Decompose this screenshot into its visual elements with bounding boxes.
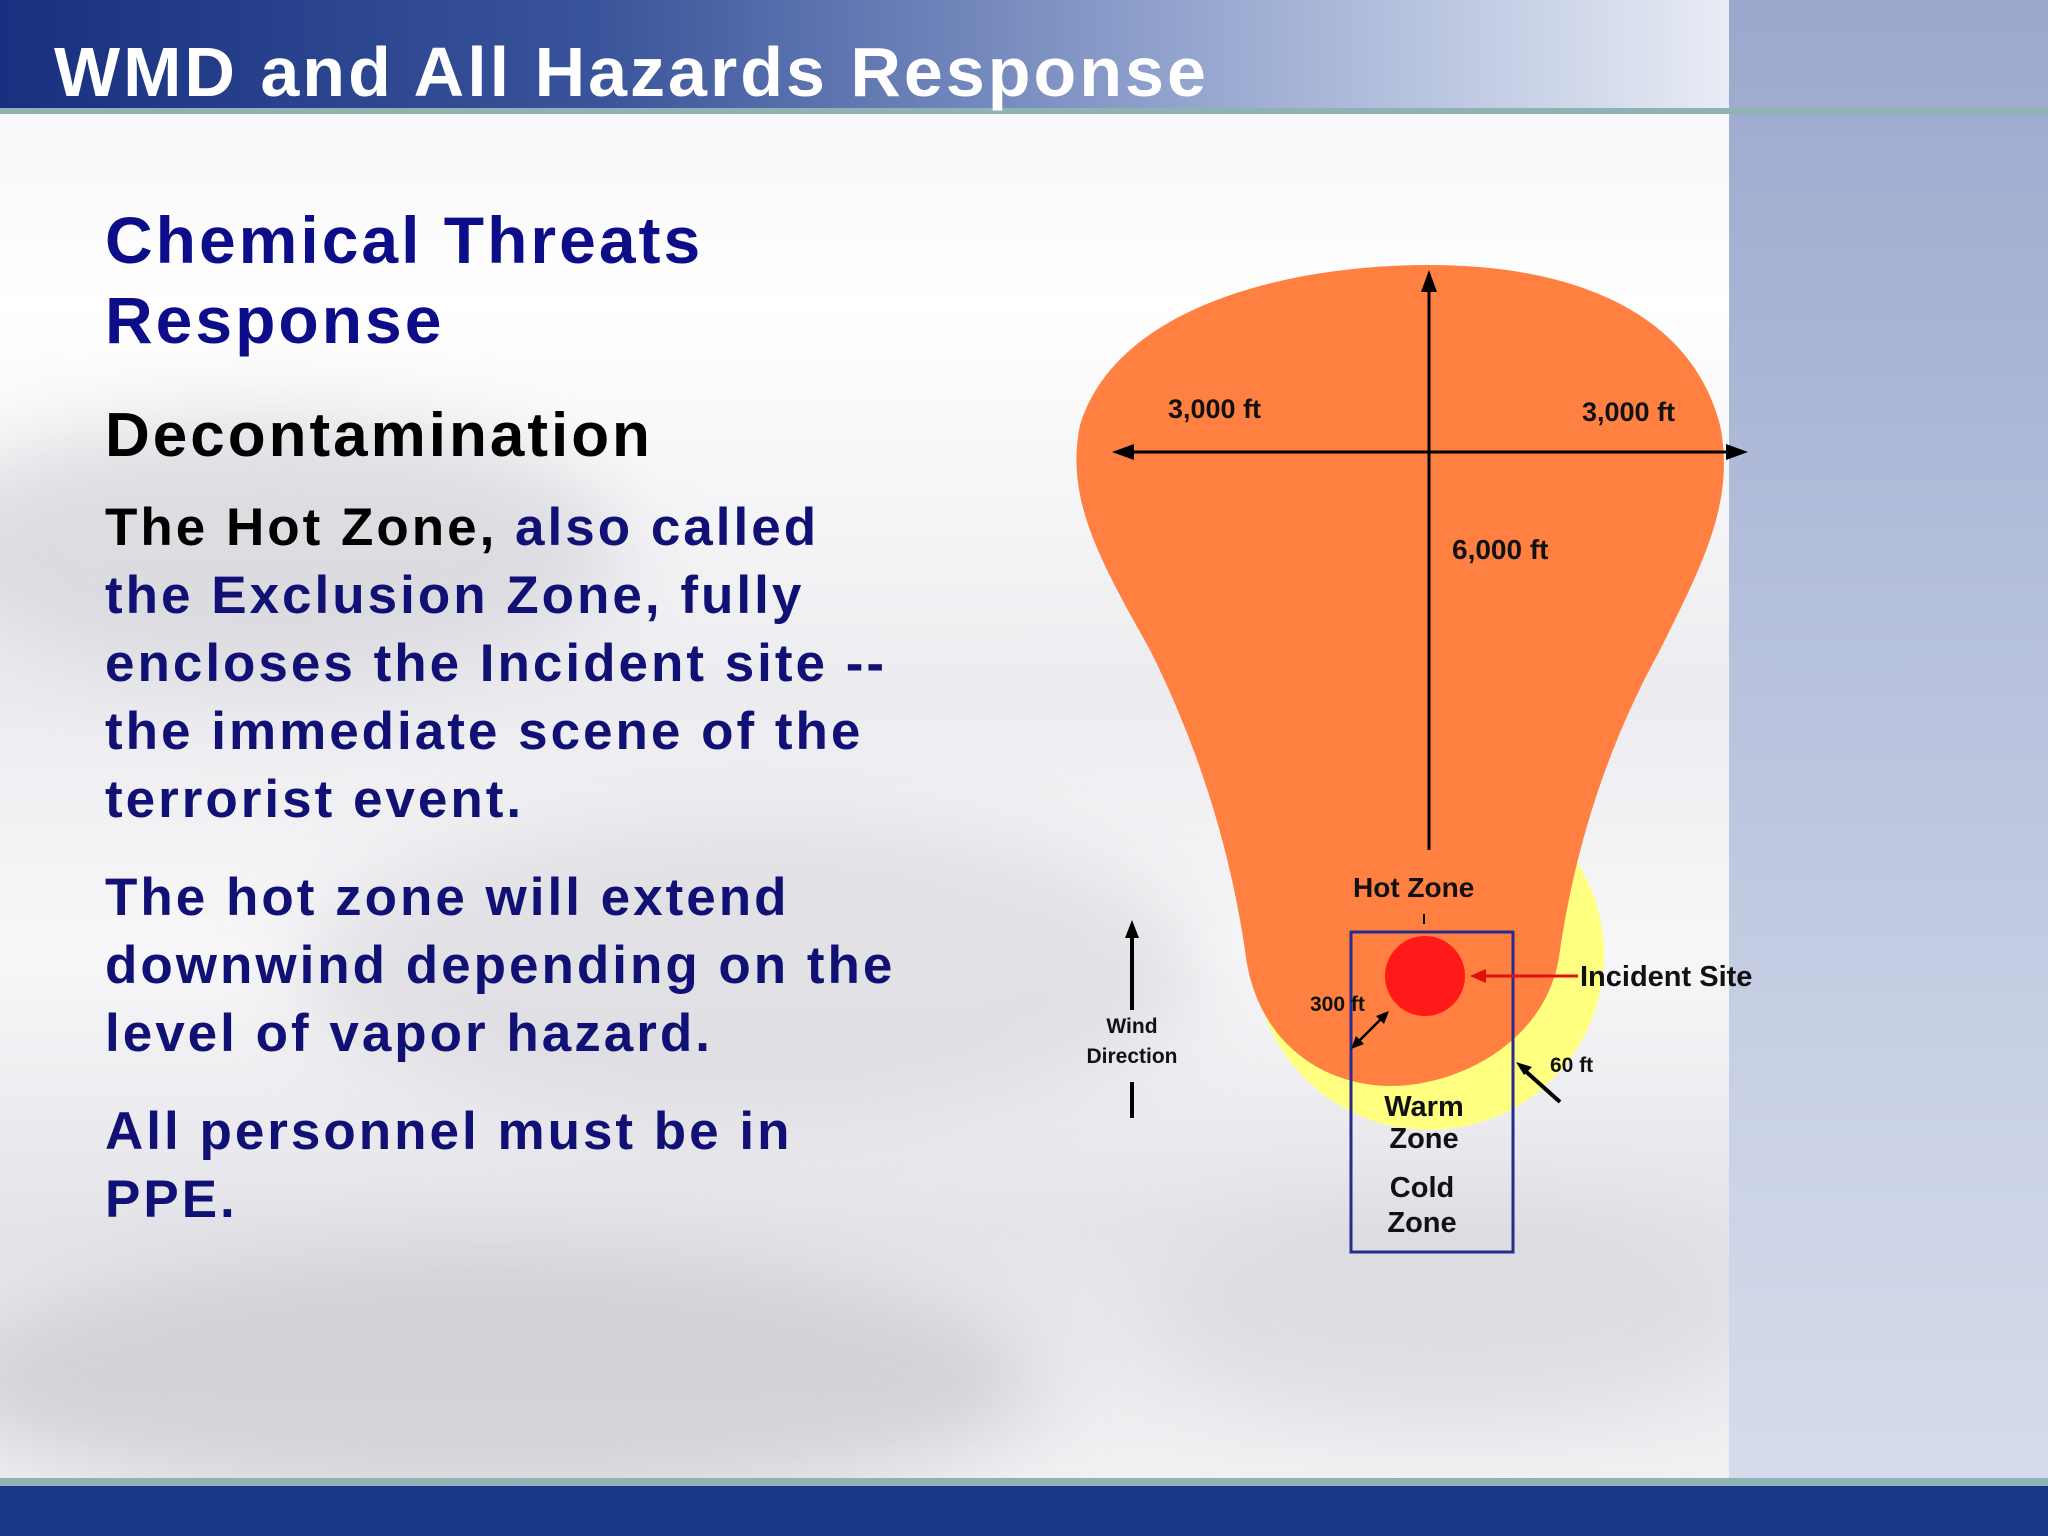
wind-label-line-2: Direction <box>1086 1045 1178 1068</box>
radius-60-label: 60 ft <box>1550 1054 1594 1077</box>
paragraph-text: encloses the Incident site -- <box>105 634 888 693</box>
incident-site-label: Incident Site <box>1580 961 1753 993</box>
paragraph-hot-zone <box>105 494 965 834</box>
paragraph-text: downwind depending on the <box>105 936 896 995</box>
right-arrowhead <box>1726 444 1748 460</box>
paragraph-text: the immediate scene of the <box>105 702 864 761</box>
paragraph-text: the Exclusion Zone, fully <box>105 566 805 625</box>
incident-site-circle <box>1385 936 1465 1016</box>
downwind-distance-label: 6,000 ft <box>1452 534 1549 565</box>
slide-title: WMD and All Hazards Response <box>54 33 1209 111</box>
heading-line-2: Response <box>105 283 445 357</box>
warm-zone-label-line-2: Zone <box>1389 1123 1459 1155</box>
paragraph-text: terrorist event. <box>105 770 525 829</box>
slide-subheading: Decontamination <box>105 401 653 470</box>
hot-zone-term: The Hot Zone, <box>105 498 498 557</box>
paragraph-text: The hot zone will extend <box>105 868 790 927</box>
warm-zone-label-line-1: Warm <box>1384 1091 1464 1123</box>
paragraph-text: PPE. <box>105 1170 238 1229</box>
paragraph-text: All personnel must be in <box>105 1102 793 1161</box>
right-distance-label: 3,000 ft <box>1582 397 1676 427</box>
heading-line-1: Chemical Threats <box>105 203 704 277</box>
paragraph-downwind <box>105 864 965 1068</box>
slide-heading <box>105 200 965 360</box>
wind-label-line-1: Wind <box>1106 1015 1158 1038</box>
background-cloud <box>0 1250 1040 1510</box>
left-distance-label: 3,000 ft <box>1168 394 1262 424</box>
radius-300-label: 300 ft <box>1310 993 1365 1016</box>
hot-zone-label: Hot Zone <box>1353 872 1475 903</box>
footer-accent-line <box>0 1478 2048 1486</box>
cold-zone-label-line-1: Cold <box>1389 1172 1455 1204</box>
wind-direction-arrowhead <box>1125 920 1139 938</box>
cold-zone-label-line-2: Zone <box>1387 1207 1457 1239</box>
paragraph-text: also called <box>497 498 820 557</box>
footer-bar <box>0 1486 2048 1536</box>
paragraph-text: level of vapor hazard. <box>105 1004 713 1063</box>
paragraph-ppe <box>105 1098 965 1234</box>
slide-content <box>105 200 965 1234</box>
hazard-zone-diagram <box>1040 230 1800 1270</box>
